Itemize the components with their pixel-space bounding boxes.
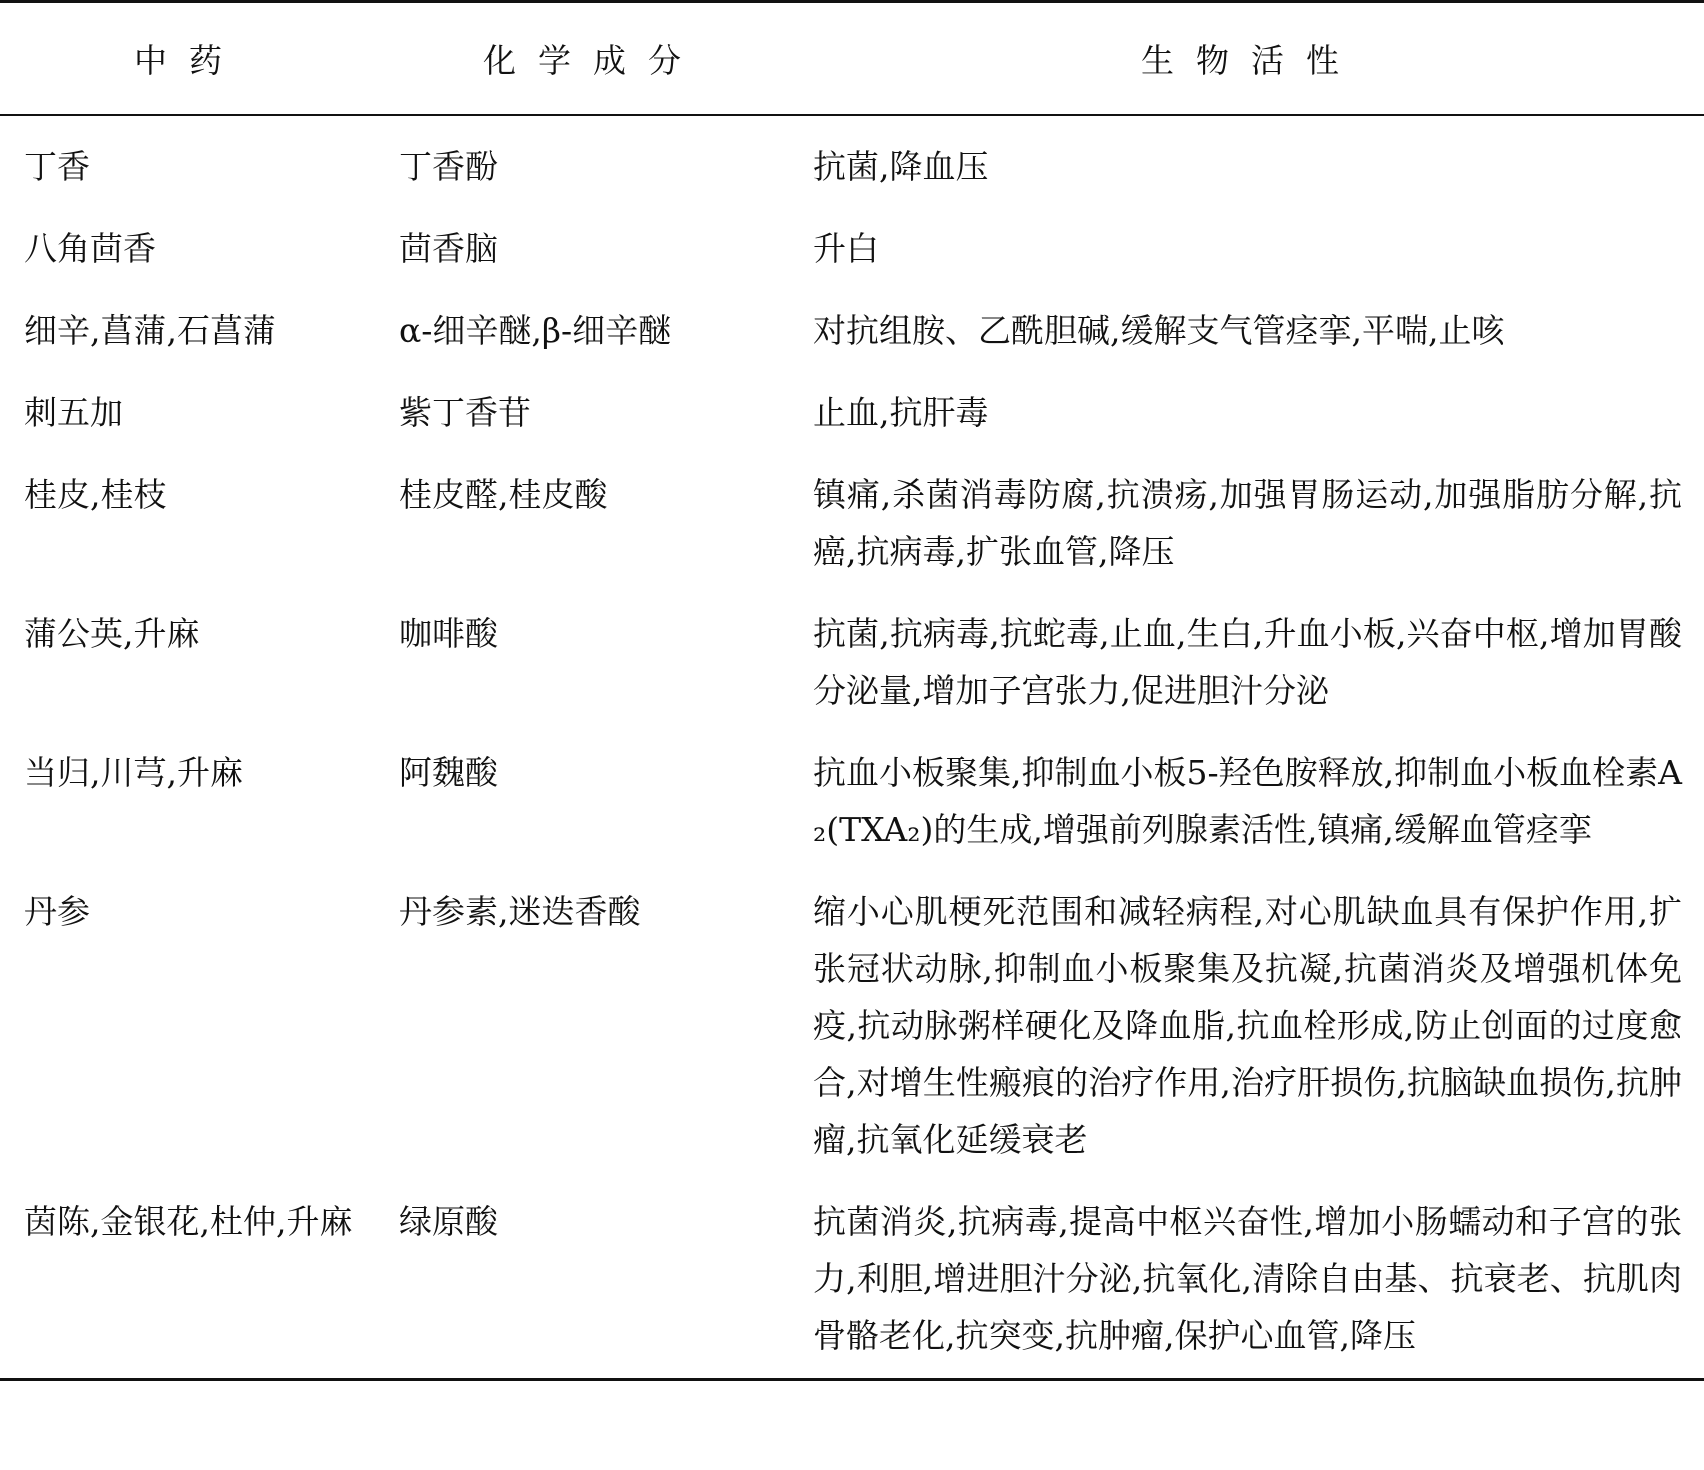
table-row	[0, 1176, 1704, 1380]
cell-herb: 丹参	[24, 892, 90, 931]
cell-activity: 抗菌,降血压	[813, 147, 989, 186]
cell-herb: 茵陈,金银花,杜仲,升麻	[24, 1202, 353, 1241]
table-row	[0, 367, 1704, 449]
cell-herb: 细辛,菖蒲,石菖蒲	[24, 311, 276, 350]
cell-component: α-细辛醚,β-细辛醚	[399, 311, 672, 350]
cell-component: 绿原酸	[399, 1202, 498, 1241]
cell-activity: 对抗组胺、乙酰胆碱,缓解支气管痉挛,平喘,止咳	[813, 311, 1505, 350]
cell-component: 紫丁香苷	[399, 393, 531, 432]
cell-herb: 刺五加	[24, 393, 123, 432]
cell-activity: 镇痛,杀菌消毒防腐,抗溃疡,加强胃肠运动,加强脂肪分解,抗癌,抗病毒,扩张血管,降压	[813, 475, 1682, 571]
cell-component: 咖啡酸	[399, 614, 498, 653]
cell-activity: 缩小心肌梗死范围和减轻病程,对心肌缺血具有保护作用,扩张冠状动脉,抑制血小板聚集及抗凝,抗菌消炎及增强机体免疫,抗动脉粥样硬化及降血脂,抗血栓形成,防止创面的过度愈合,对增生性瘢痕的治疗作用,治疗肝损伤,抗脑缺血损伤,抗肿瘤,抗氧化延缓衰老	[813, 892, 1682, 1159]
cell-component: 丁香酚	[399, 147, 498, 186]
cell-activity: 抗菌,抗病毒,抗蛇毒,止血,生白,升血小板,兴奋中枢,增加胃酸分泌量,增加子宫张力,促进胆汁分泌	[813, 614, 1682, 710]
cell-component: 茴香脑	[399, 229, 498, 268]
cell-activity: 止血,抗肝毒	[813, 393, 989, 432]
header-activity: 生物活性	[1141, 41, 1361, 80]
cell-herb: 八角茴香	[24, 229, 156, 268]
table-row	[0, 285, 1704, 367]
cell-herb: 丁香	[24, 147, 90, 186]
table-row	[0, 449, 1704, 588]
cell-herb: 蒲公英,升麻	[24, 614, 200, 653]
header-row	[0, 2, 1704, 116]
table-header	[0, 2, 1704, 116]
header-herb: 中药	[134, 41, 244, 80]
cell-activity: 抗血小板聚集,抑制血小板5-羟色胺释放,抑制血小板血栓素A₂(TXA₂)的生成,增强前列腺素活性,镇痛,缓解血管痉挛	[813, 753, 1682, 849]
table-row	[0, 588, 1704, 727]
table-row	[0, 727, 1704, 866]
table-row	[0, 866, 1704, 1176]
cell-activity: 抗菌消炎,抗病毒,提高中枢兴奋性,增加小肠蠕动和子宫的张力,利胆,增进胆汁分泌,抗氧化,清除自由基、抗衰老、抗肌肉骨骼老化,抗突变,抗肿瘤,保护心血管,降压	[813, 1202, 1682, 1355]
table-body	[0, 115, 1704, 1380]
cell-activity: 升白	[813, 229, 879, 268]
cell-component: 阿魏酸	[399, 753, 498, 792]
cell-herb: 桂皮,桂枝	[24, 475, 167, 514]
cell-component: 桂皮醛,桂皮酸	[399, 475, 608, 514]
header-component: 化学成分	[483, 41, 703, 80]
cell-component: 丹参素,迷迭香酸	[399, 892, 641, 931]
cell-herb: 当归,川芎,升麻	[24, 753, 243, 792]
table-row	[0, 203, 1704, 285]
table-row	[0, 115, 1704, 203]
